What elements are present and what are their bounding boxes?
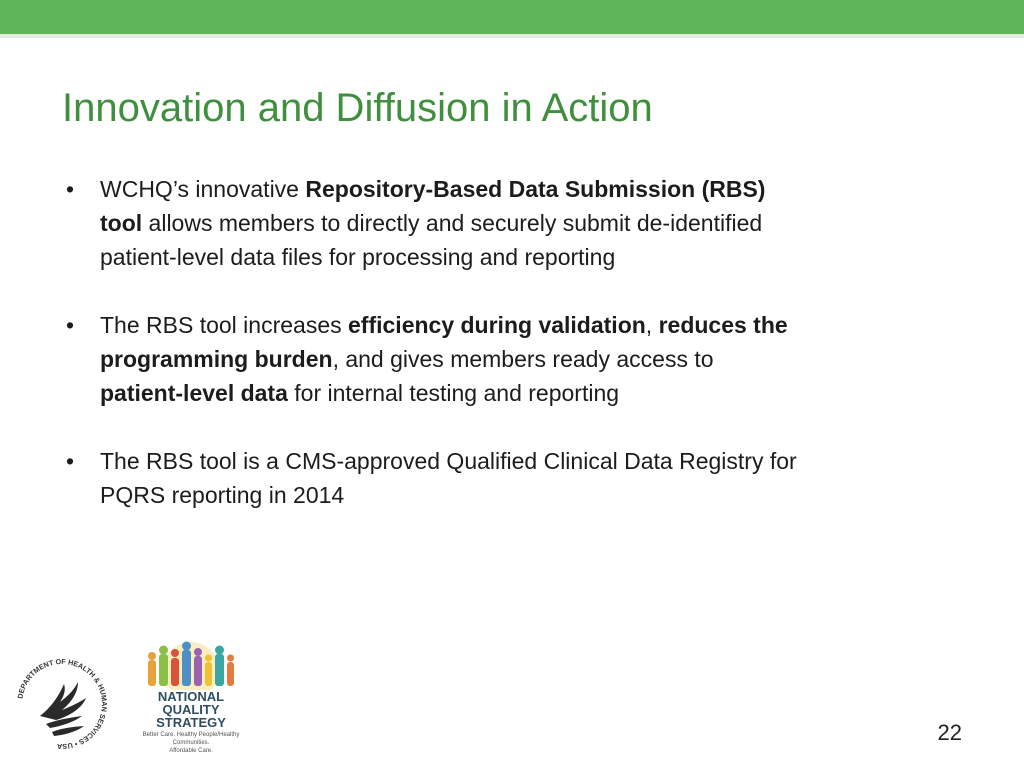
bold-text-run: reduces the	[658, 312, 788, 338]
bullet-item-rbs-tool	[66, 172, 996, 274]
text-run: , and gives members ready access to	[332, 346, 714, 372]
bold-text-run: programming burden	[100, 346, 333, 372]
text-run: for internal testing and reporting	[287, 380, 620, 406]
bullet-line	[100, 444, 996, 478]
bullet-symbol: •	[66, 448, 75, 474]
bold-text-run: Repository-Based Data Submission (RBS)	[305, 176, 766, 202]
nqs-line-quality: QUALITY	[162, 702, 220, 717]
nqs-line-strategy: STRATEGY	[156, 715, 226, 730]
bullet-list	[66, 172, 996, 546]
top-accent-band	[0, 0, 1024, 34]
text-run: The RBS tool increases	[100, 312, 349, 338]
bold-text-run: efficiency during validation	[348, 312, 646, 338]
bullet-symbol: •	[66, 176, 75, 202]
bullet-line	[100, 308, 996, 342]
bold-text-run: patient-level data	[100, 380, 288, 406]
bullet-line	[100, 206, 996, 240]
bullet-line	[100, 478, 996, 512]
people-figures-icon	[126, 640, 256, 690]
hhs-seal-logo	[12, 654, 112, 754]
nqs-tagline-2: Affordable Care.	[169, 748, 213, 754]
text-run: PQRS reporting in 2014	[100, 482, 345, 508]
slide-title: Innovation and Diffusion in Action	[62, 86, 653, 130]
bullet-line	[100, 342, 996, 376]
nqs-tagline	[126, 731, 256, 755]
bullet-line	[100, 172, 996, 206]
bullet-item-efficiency	[66, 308, 996, 410]
nqs-tagline-1: Better Care. Healthy People/Healthy Communities.	[142, 732, 240, 746]
nqs-line-national: NATIONAL	[157, 689, 225, 704]
text-run: patient-level data files for processing and reporting	[100, 244, 616, 270]
text-run: WCHQ’s innovative	[100, 176, 306, 202]
text-run: allows members to directly and securely submit de-identified	[142, 210, 763, 236]
bullet-item-qcdr	[66, 444, 996, 512]
text-run: ,	[645, 312, 659, 338]
national-quality-strategy-logo	[126, 640, 256, 755]
hhs-seal-ring-text: DEPARTMENT OF HEALTH & HUMAN SERVICES • USA	[15, 656, 110, 752]
text-run: The RBS tool is a CMS-approved Qualified Clinical Data Registry for	[100, 448, 797, 474]
top-accent-band-edge	[0, 34, 1024, 38]
page-number: 22	[937, 720, 962, 745]
bullet-symbol: •	[66, 312, 75, 338]
bullet-line	[100, 240, 996, 274]
bullet-line	[100, 376, 996, 410]
eagle-icon	[40, 682, 86, 736]
hhs-seal-icon	[12, 654, 112, 754]
bold-text-run: tool	[100, 210, 143, 236]
